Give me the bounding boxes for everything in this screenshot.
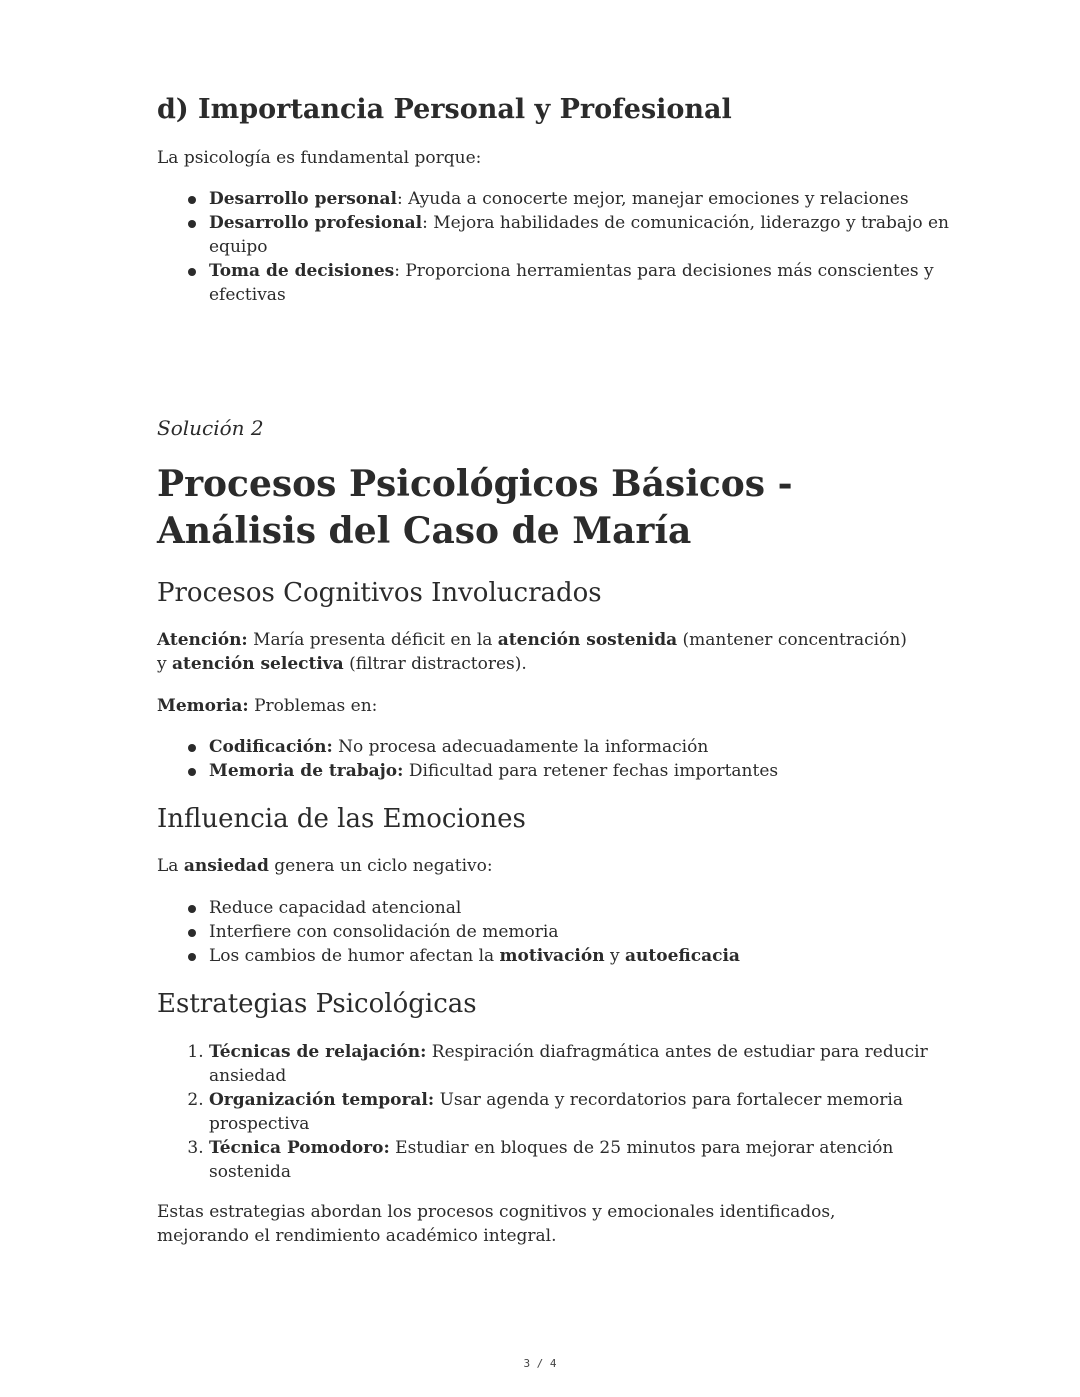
list-item: Toma de decisiones: Proporciona herramientas para decisiones más conscientes y efectivas bbox=[209, 259, 969, 307]
cognitive-heading: Procesos Cognitivos Involucrados bbox=[157, 578, 602, 608]
section-d-intro: La psicología es fundamental porque: bbox=[157, 148, 482, 168]
emotions-list bbox=[157, 896, 969, 968]
page-number: 3 / 4 bbox=[523, 1357, 557, 1370]
memory-paragraph: Memoria: Problemas en: bbox=[157, 696, 378, 716]
emotions-intro: La ansiedad genera un ciclo negativo: bbox=[157, 856, 493, 876]
page-title: Procesos Psicológicos Básicos - Análisis del Caso de María bbox=[157, 463, 793, 552]
emotions-heading: Influencia de las Emociones bbox=[157, 804, 526, 834]
section-d-heading: d) Importancia Personal y Profesional bbox=[157, 94, 732, 125]
list-item: Interfiere con consolidación de memoria bbox=[209, 920, 969, 944]
list-item: Codificación: No procesa adecuadamente la información bbox=[209, 735, 969, 759]
list-item: Memoria de trabajo: Dificultad para retener fechas importantes bbox=[209, 759, 969, 783]
list-item: 3. Técnica Pomodoro: Estudiar en bloques de 25 minutos para mejorar atención sostenida bbox=[209, 1136, 969, 1184]
attention-paragraph: Atención: María presenta déficit en la atención sostenida (mantener concentración) y atención selectiva (filtrar distractores). bbox=[157, 630, 907, 674]
conclusion-paragraph: Estas estrategias abordan los procesos cognitivos y emocionales identificados, mejorando el rendimiento académico integral. bbox=[157, 1202, 836, 1246]
strategies-heading: Estrategias Psicológicas bbox=[157, 989, 477, 1019]
list-item: Los cambios de humor afectan la motivación y autoeficacia bbox=[209, 944, 969, 968]
strategies-list bbox=[157, 1040, 969, 1184]
list-item: Desarrollo personal: Ayuda a conocerte mejor, manejar emociones y relaciones bbox=[209, 187, 969, 211]
memory-list bbox=[157, 735, 969, 783]
list-item: Reduce capacidad atencional bbox=[209, 896, 969, 920]
list-item: 2. Organización temporal: Usar agenda y recordatorios para fortalecer memoria prospectiva bbox=[209, 1088, 969, 1136]
section-d-list bbox=[157, 187, 969, 307]
solution-label: Solución 2 bbox=[157, 416, 264, 440]
list-item: Desarrollo profesional: Mejora habilidades de comunicación, liderazgo y trabajo en equipo bbox=[209, 211, 969, 259]
list-item: 1. Técnicas de relajación: Respiración diafragmática antes de estudiar para reducir ansiedad bbox=[209, 1040, 969, 1088]
